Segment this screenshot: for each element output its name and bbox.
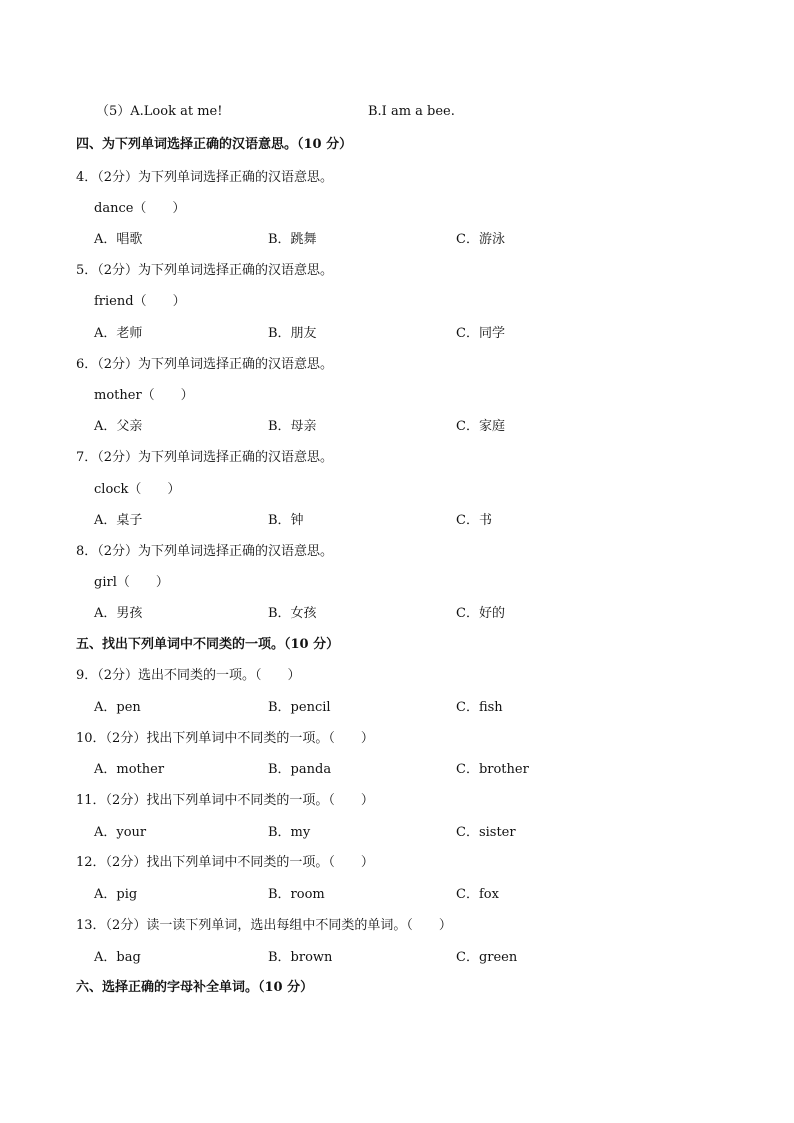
option-a[interactable]: A．父亲: [94, 419, 143, 434]
question-stem: 13．（2分）读一读下列单词，选出每组中不同类的单词。（ ）: [76, 918, 452, 933]
option-c[interactable]: C．fox: [456, 887, 499, 902]
option-c[interactable]: C．书: [456, 513, 492, 528]
option-c[interactable]: C．好的: [456, 606, 505, 621]
section-heading: 六、选择正确的字母补全单词。（10 分）: [76, 980, 314, 995]
option-a[interactable]: A．pig: [94, 887, 138, 902]
option-c[interactable]: C．sister: [456, 825, 516, 840]
question-word: mother（ ）: [94, 388, 194, 403]
option-b[interactable]: B．朋友: [268, 326, 317, 341]
question-stem: 12．（2分）找出下列单词中不同类的一项。（ ）: [76, 855, 374, 870]
option-c[interactable]: C．家庭: [456, 419, 505, 434]
question-stem: 10．（2分）找出下列单词中不同类的一项。（ ）: [76, 731, 374, 746]
option-b[interactable]: B．my: [268, 825, 311, 840]
option-a[interactable]: A．唱歌: [94, 232, 143, 247]
option-b[interactable]: B．女孩: [268, 606, 317, 621]
option-a[interactable]: A．bag: [94, 950, 141, 965]
question-stem: 11．（2分）找出下列单词中不同类的一项。（ ）: [76, 793, 374, 808]
section-heading: 五、找出下列单词中不同类的一项。（10 分）: [76, 637, 340, 652]
option-b[interactable]: B．room: [268, 887, 325, 902]
question-stem: 5．（2分）为下列单词选择正确的汉语意思。: [76, 263, 334, 278]
option-a[interactable]: A．your: [94, 825, 147, 840]
option-c[interactable]: C．fish: [456, 700, 503, 715]
question-word: girl（ ）: [94, 575, 169, 590]
question-word: dance（ ）: [94, 201, 186, 216]
option-c[interactable]: C．游泳: [456, 232, 505, 247]
option-a[interactable]: A．老师: [94, 326, 143, 341]
question-word: clock（ ）: [94, 482, 181, 497]
option-a[interactable]: A．mother: [94, 762, 165, 777]
option-b[interactable]: B．跳舞: [268, 232, 317, 247]
section-heading: 四、为下列单词选择正确的汉语意思。（10 分）: [76, 137, 353, 152]
option-b[interactable]: B．pencil: [268, 700, 331, 715]
option-c[interactable]: C．brother: [456, 762, 529, 777]
option-b[interactable]: B．brown: [268, 950, 333, 965]
question-stem: 8．（2分）为下列单词选择正确的汉语意思。: [76, 544, 334, 559]
question-stem: 6．（2分）为下列单词选择正确的汉语意思。: [76, 357, 334, 372]
question-stem: 7．（2分）为下列单词选择正确的汉语意思。: [76, 450, 334, 465]
question-stem: 9．（2分）选出不同类的一项。（ ）: [76, 668, 301, 683]
option-c[interactable]: C．green: [456, 950, 518, 965]
option-a[interactable]: A．桌子: [94, 513, 143, 528]
option-b[interactable]: B．母亲: [268, 419, 317, 434]
question-word: friend（ ）: [94, 294, 186, 309]
question-stem: 4．（2分）为下列单词选择正确的汉语意思。: [76, 170, 334, 185]
option-b[interactable]: B．钟: [268, 513, 304, 528]
option-b[interactable]: B．panda: [268, 762, 332, 777]
option-c[interactable]: C．同学: [456, 326, 505, 341]
option-a[interactable]: A．男孩: [94, 606, 143, 621]
option-a[interactable]: A．pen: [94, 700, 141, 715]
prev-item-option-b: B.I am a bee.: [368, 104, 455, 119]
prev-item-label: （5）A.Look at me!: [96, 104, 223, 119]
